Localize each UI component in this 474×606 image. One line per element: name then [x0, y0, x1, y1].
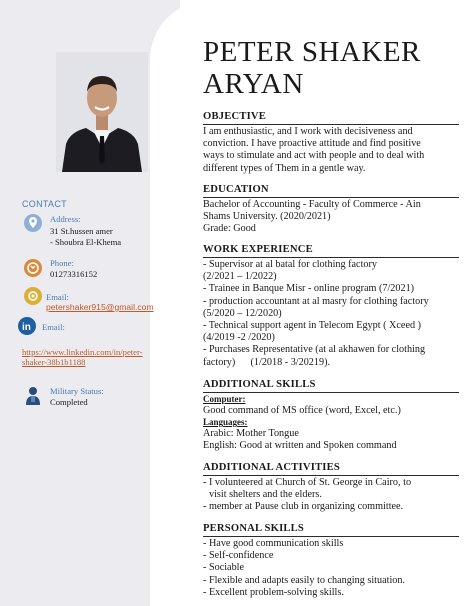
work-line: (2/2021 – 1/2022)	[203, 271, 277, 283]
linkedin-link-line-2[interactable]: shaker-38b1b1188	[22, 357, 86, 367]
phone-number: 01273316152	[50, 269, 98, 279]
phone-label: Phone:	[50, 258, 74, 268]
work-experience-section	[203, 243, 459, 369]
name-line-2: ARYAN	[203, 68, 304, 100]
activity-line: - member at Pause club in organizing committee.	[203, 501, 404, 513]
additional-activities-title: ADDITIONAL ACTIVITIES	[203, 462, 340, 473]
linkedin-link-line-1[interactable]: https://www.linkedin.com/in/peter-	[22, 347, 143, 357]
work-line: - Trainee in Banque Misr - online program (7/2021)	[203, 283, 415, 295]
personal-skills-section	[203, 522, 459, 599]
work-experience-title: WORK EXPERIENCE	[203, 244, 313, 255]
objective-line: conviction. I have proactive attitude and find positive	[203, 138, 421, 150]
linkedin-label: Email:	[42, 322, 65, 332]
personal-skill-line: - Excellent problem-solving skills.	[203, 586, 344, 598]
work-line: - Technical support agent in Telecom Egypt ( Xceed )	[203, 320, 421, 332]
language-english: English: Good at written and Spoken command	[203, 440, 397, 452]
phone-icon	[24, 259, 42, 277]
objective-line: different types of Them in a gentle way.	[203, 162, 366, 174]
education-text	[203, 199, 459, 236]
objective-line: I am enthusiastic, and I work with decisiveness and	[203, 126, 413, 137]
activities-text	[203, 477, 459, 514]
contact-title: CONTACT	[22, 199, 67, 209]
additional-skills-section	[203, 378, 459, 453]
sidebar-curve	[150, 0, 210, 606]
email-link[interactable]: petershaker915@gmail.com	[46, 302, 154, 312]
personal-skill-line: - Sociable	[203, 562, 245, 574]
education-section	[203, 183, 459, 236]
personal-skill-line: - Have good communication skills	[203, 538, 344, 549]
personal-skills-text	[203, 538, 459, 599]
computer-heading: Computer:	[203, 394, 246, 404]
work-experience-text	[203, 259, 459, 369]
objective-section	[203, 110, 459, 175]
email-label: Email:	[46, 292, 69, 302]
profile-photo	[56, 52, 148, 172]
activity-line: - I volunteered at Church of St. George in Cairo, to	[203, 477, 412, 488]
person-icon	[24, 386, 42, 406]
personal-skills-title: PERSONAL SKILLS	[203, 523, 305, 534]
language-arabic: Arabic: Mother Tongue	[203, 428, 299, 440]
person-portrait-icon	[56, 52, 148, 172]
work-line: (4/2019 -2 /2020)	[203, 332, 275, 344]
military-status: Completed	[50, 397, 88, 407]
personal-skill-line: - Flexible and adapts easily to changing situation.	[203, 574, 406, 586]
section-divider	[203, 257, 459, 258]
education-line: Grade: Good	[203, 223, 256, 235]
personal-skill-line: - Self-confidence	[203, 550, 274, 562]
objective-line: ways to stimulate and act with people and to deal with	[203, 150, 425, 162]
linkedin-icon	[18, 317, 36, 335]
education-title: EDUCATION	[203, 184, 269, 195]
military-label: Military Status:	[50, 386, 104, 396]
education-line: Bachelor of Accounting - Faculty of Commerce - Ain	[203, 199, 421, 210]
objective-title: OBJECTIVE	[203, 111, 267, 122]
additional-activities-section	[203, 461, 459, 514]
computer-skill: Good command of MS office (word, Excel, etc.)	[203, 405, 401, 416]
work-line: - Supervisor at al batal for clothing factory	[203, 259, 377, 270]
work-line: - Purchases Representative (at al akhawen for clothing	[203, 344, 426, 356]
section-divider	[203, 536, 459, 537]
languages-heading: Languages:	[203, 417, 248, 428]
section-divider	[203, 475, 459, 476]
name-line-1: PETER SHAKER	[203, 36, 421, 68]
activity-line: visit shelters and the elders.	[209, 489, 322, 501]
work-line: factory) (1/2018 - 3/20219).	[203, 356, 331, 368]
email-icon	[24, 287, 42, 305]
svg-text:in: in	[22, 322, 31, 333]
additional-skills-title: ADDITIONAL SKILLS	[203, 379, 316, 390]
map-pin-icon	[24, 214, 42, 232]
section-divider	[203, 124, 459, 125]
resume-name	[203, 36, 421, 100]
address-line-2: - Shoubra El-Khema	[50, 237, 122, 247]
work-line: - production accountant at al masry for clothing factory	[203, 295, 429, 307]
education-line: Shams University. (2020/2021)	[203, 211, 331, 223]
address-line-1: 31 St.hussen amer	[50, 226, 113, 236]
work-line: (5/2020 – 12/2020)	[203, 307, 282, 319]
section-divider	[203, 197, 459, 198]
objective-text	[203, 126, 459, 175]
section-divider	[203, 392, 459, 393]
address-label: Address:	[50, 214, 81, 224]
